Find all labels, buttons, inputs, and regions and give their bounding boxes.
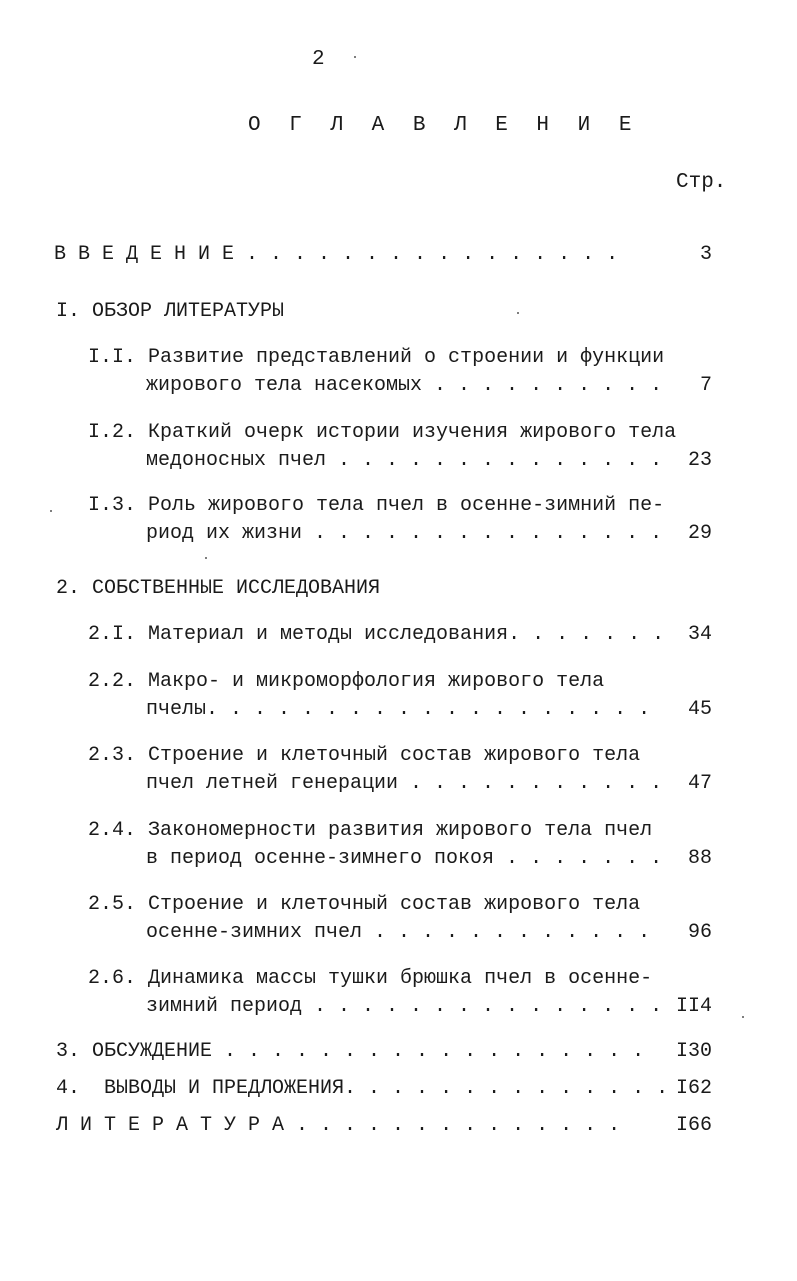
toc-entry-1-1-line1: I.I. Развитие представлений о строении и функции bbox=[88, 346, 665, 369]
toc-entry-1-3-line2: риод их жизни . . . . . . . . . . . . . . . bbox=[146, 522, 663, 545]
toc-page-discussion: I30 bbox=[675, 1040, 712, 1063]
toc-entry-2-6-line2: зимний период . . . . . . . . . . . . . . . bbox=[146, 995, 663, 1018]
toc-entry-2-3-line2: пчел летней генерации . . . . . . . . . . . bbox=[146, 772, 663, 795]
toc-page-1-3: 29 bbox=[687, 522, 712, 545]
scan-speck bbox=[742, 1016, 744, 1018]
toc-entry-1-2-line1: I.2. Краткий очерк истории изучения жирового тела bbox=[88, 421, 677, 444]
toc-page-2-4: 88 bbox=[687, 847, 712, 870]
page-title: О Г Л А В Л Е Н И Е bbox=[248, 114, 640, 137]
toc-section-own-research: 2. СОБСТВЕННЫЕ ИССЛЕДОВАНИЯ bbox=[56, 577, 381, 600]
toc-entry-2-4-line2: в период осенне-зимнего покоя . . . . . . . bbox=[146, 847, 663, 870]
scan-speck bbox=[517, 312, 519, 314]
toc-section-literature-review: I. ОБЗОР ЛИТЕРАТУРЫ bbox=[56, 300, 285, 323]
toc-entry-2-1-line1: 2.I. Материал и методы исследования. . . . . . . bbox=[88, 623, 665, 646]
scan-speck bbox=[205, 557, 207, 559]
toc-page-intro: 3 bbox=[699, 243, 712, 266]
toc-entry-1-2-line2: медоносных пчел . . . . . . . . . . . . . . bbox=[146, 449, 663, 472]
toc-entry-2-2-line2: пчелы. . . . . . . . . . . . . . . . . . . bbox=[146, 698, 651, 721]
toc-entry-2-4-line1: 2.4. Закономерности развития жирового тела пчел bbox=[88, 819, 653, 842]
toc-entry-2-5-line2: осенне-зимних пчел . . . . . . . . . . . . bbox=[146, 921, 651, 944]
toc-page-2-1: 34 bbox=[687, 623, 712, 646]
toc-entry-1-3-line1: I.3. Роль жирового тела пчел в осенне-зимний пе- bbox=[88, 494, 665, 517]
toc-page-references: I66 bbox=[675, 1114, 712, 1137]
toc-page-2-2: 45 bbox=[687, 698, 712, 721]
toc-section-conclusions: 4. ВЫВОДЫ И ПРЕДЛОЖЕНИЯ. . . . . . . . . . . . . . bbox=[56, 1077, 669, 1100]
toc-page-1-2: 23 bbox=[687, 449, 712, 472]
toc-page-2-5: 96 bbox=[687, 921, 712, 944]
scan-speck bbox=[50, 510, 52, 512]
toc-page-2-6: II4 bbox=[675, 995, 712, 1018]
page-column-label: Стр. bbox=[676, 171, 727, 194]
scan-speck bbox=[354, 56, 356, 58]
toc-page-conclusions: I62 bbox=[675, 1077, 712, 1100]
toc-entry-2-6-line1: 2.6. Динамика массы тушки брюшка пчел в осенне- bbox=[88, 967, 653, 990]
toc-section-discussion: 3. ОБСУЖДЕНИЕ . . . . . . . . . . . . . . . . . . bbox=[56, 1040, 645, 1063]
page-number: 2 bbox=[312, 48, 325, 71]
toc-page-2-3: 47 bbox=[687, 772, 712, 795]
toc-entry-2-3-line1: 2.3. Строение и клеточный состав жирового тела bbox=[88, 744, 641, 767]
toc-page-1-1: 7 bbox=[699, 374, 712, 397]
toc-section-references: Л И Т Е Р А Т У Р А . . . . . . . . . . . . . . bbox=[56, 1114, 621, 1137]
toc-entry-1-1-line2: жирового тела насекомых . . . . . . . . . . bbox=[146, 374, 663, 397]
toc-entry-2-2-line1: 2.2. Макро- и микроморфология жирового тела bbox=[88, 670, 605, 693]
toc-entry-intro: В В Е Д Е Н И Е . . . . . . . . . . . . . . . . bbox=[54, 243, 619, 266]
toc-entry-2-5-line1: 2.5. Строение и клеточный состав жирового тела bbox=[88, 893, 641, 916]
